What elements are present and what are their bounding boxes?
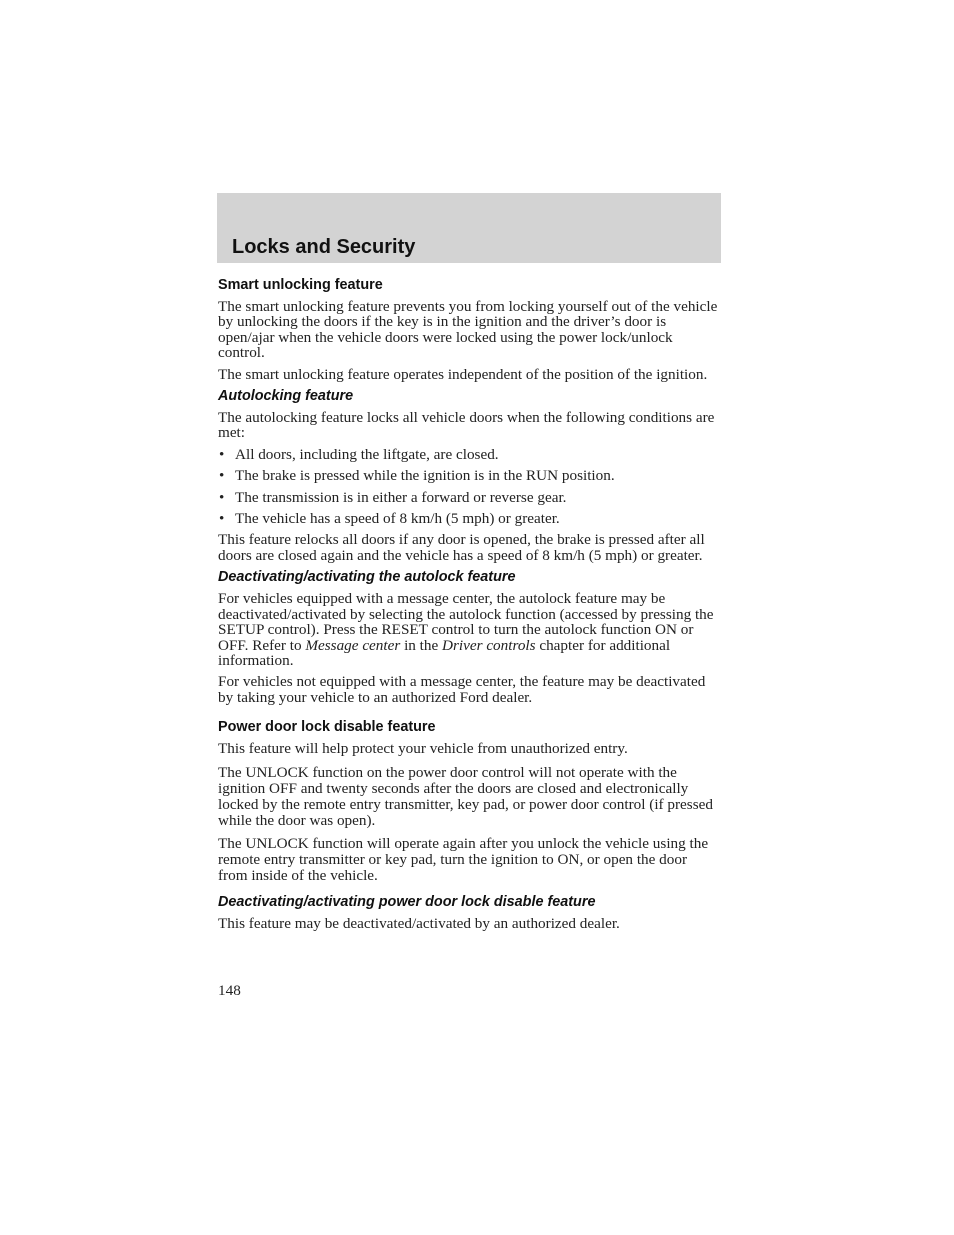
paragraph: This feature may be deactivated/activated by an authorized dealer. [218,914,620,932]
text-run: chapter for additional information. [218,636,671,669]
bullet-icon: • [219,445,225,463]
chapter-header-band [217,193,721,263]
section-smart-unlocking [218,277,718,382]
bullet-icon: • [219,510,225,528]
section-deactivating-autolock [218,569,718,705]
text-run: in the [400,636,443,654]
list-item-text: All doors, including the liftgate, are closed. [235,445,499,463]
section-heading: Power door lock disable feature [218,719,436,736]
section-autolocking [218,388,718,563]
paragraph [218,591,718,668]
paragraph: For vehicles not equipped with a message center, the feature may be deactivated by taking your vehicle to an authorized Ford dealer. [218,673,706,706]
text-run: For vehicles equipped with a message center, the autolock feature may be deactivated/activated by selecting the autolock function (accessed by pressing the SETUP control). Press the RESET control to turn the autolock function ON or OFF. Refer to [218,590,714,654]
section-heading: Smart unlocking feature [218,277,383,293]
paragraph: The UNLOCK function will operate again after you unlock the vehicle using the remote entry transmitter or key pad, turn the ignition to ON, or open the door from inside of the vehicle. [218,834,709,885]
list-item [218,468,718,483]
page-content [218,277,718,937]
bullet-icon: • [219,488,225,506]
subsection-heading: Deactivating/activating the autolock feature [218,569,516,586]
page-number: 148 [218,982,241,999]
bullet-icon: • [219,467,225,485]
chapter-title: Locks and Security [232,236,416,258]
paragraph: The smart unlocking feature operates independent of the position of the ignition. [218,365,708,383]
section-power-door-lock-disable [218,719,718,884]
paragraph: This feature relocks all doors if any door is opened, the brake is pressed after all doors are closed again and the vehicle has a speed of 8 km/h (5 mph) or greater. [218,531,705,564]
list-item-text: The brake is pressed while the ignition is in the RUN position. [235,467,615,485]
cross-reference: Driver controls [442,636,536,654]
list-item [218,490,718,505]
subsection-heading: Autolocking feature [218,388,354,405]
conditions-list [218,447,718,527]
section-deactivating-power-disable [218,894,718,931]
subsection-heading: Deactivating/activating power door lock disable feature [218,893,596,910]
paragraph: The smart unlocking feature prevents you from locking yourself out of the vehicle by unlocking the doors if the key is in the ignition and the driver’s door is open/ajar when the vehicle doors were locked using the power lock/unlock control. [218,298,718,362]
list-item-text: The vehicle has a speed of 8 km/h (5 mph) or greater. [235,510,560,528]
list-item [218,447,718,462]
paragraph: This feature will help protect your vehicle from unauthorized entry. [218,740,628,758]
cross-reference: Message center [305,636,401,654]
paragraph: The autolocking feature locks all vehicle doors when the following conditions are met: [218,409,715,442]
list-item-text: The transmission is in either a forward or reverse gear. [235,488,567,506]
list-item [218,511,718,526]
paragraph: The UNLOCK function on the power door control will not operate with the ignition OFF and twenty seconds after the doors are closed and electronically locked by the remote entry transmitter, key pad, or power door control (if pressed while the door was open). [218,763,713,830]
